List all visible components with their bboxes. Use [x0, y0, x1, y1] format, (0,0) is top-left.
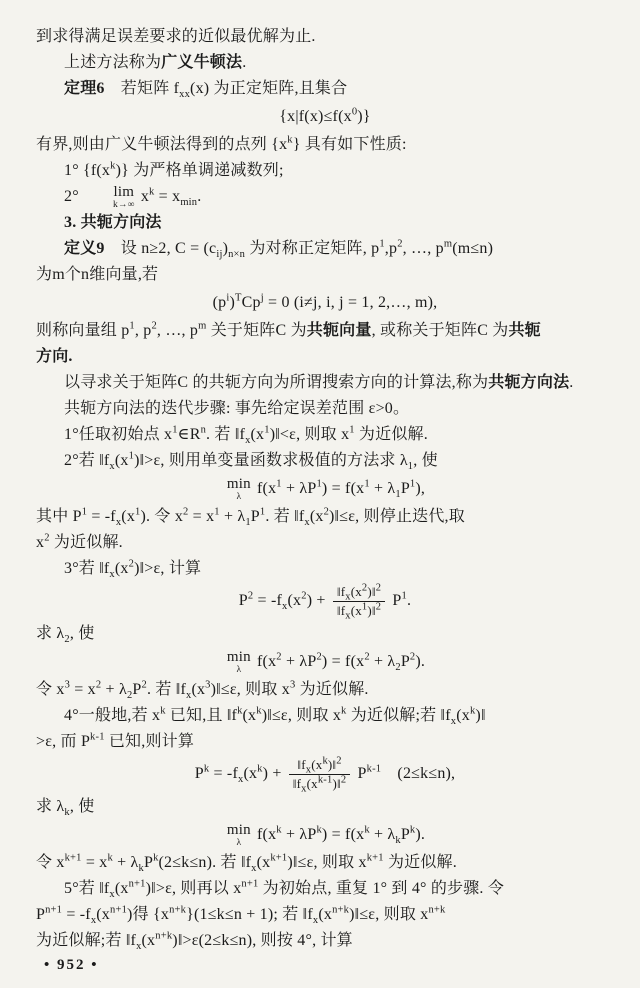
superscript: 1: [361, 601, 368, 613]
text-run: $(p^i)^TCp^j = 0$ (i≠j, i, j = 1, 2,…, m),: [212, 292, 438, 312]
bold-text: 定义9: [64, 240, 105, 258]
superscript: 3: [205, 679, 211, 691]
superscript: k: [316, 824, 322, 836]
text-line: [36, 396, 614, 422]
subscript: 2: [64, 634, 70, 646]
superscript: 1: [172, 424, 178, 436]
operator-underscript: λ: [236, 837, 242, 848]
text-line: [36, 530, 614, 556]
superscript: 3: [289, 679, 296, 691]
text-line: [36, 677, 614, 703]
text-line: [36, 928, 614, 954]
subscript: x: [185, 690, 192, 702]
text-run: 求 $\lambda_2$, 使: [36, 625, 95, 646]
text-line: [36, 236, 614, 262]
superscript: k: [149, 186, 155, 198]
superscript: 2: [151, 320, 157, 332]
superscript: T: [235, 292, 242, 304]
superscript: 2: [301, 591, 307, 602]
superscript: 2: [95, 679, 102, 691]
subscript: x: [345, 610, 351, 622]
fraction-denominator: $‖f_x(x^{k-1})‖^2$: [292, 774, 347, 795]
subscript: 1: [407, 461, 414, 473]
subscript: x: [90, 915, 97, 927]
superscript: k: [469, 705, 476, 717]
text-run: $P^{k-1}$ (2≤k≤n),: [353, 764, 456, 783]
superscript: k+1: [270, 852, 288, 864]
text-line: [36, 50, 614, 76]
text-run: 为近似解;若 $‖f_x(x^{n+k})‖>\varepsilon(2\le k\le n)$, 则按 4°, 计算: [36, 930, 353, 953]
text-line: [36, 210, 614, 236]
superscript: 1: [128, 450, 135, 462]
text-run: 若矩阵 $f_{xx}(x)$ 为正定矩阵,且集合: [104, 80, 348, 101]
superscript: m: [198, 320, 207, 332]
superscript: k: [364, 824, 370, 836]
text-line: [36, 902, 614, 928]
text-run: 有界,则由广义牛顿法得到的点列 $\{x^k\}$ 具有如下性质:: [36, 134, 407, 153]
text-line: [36, 344, 614, 370]
superscript: k: [160, 705, 166, 717]
superscript: 1: [264, 424, 270, 436]
text-run: $f(x^k + \lambda P^k) = f(x^k + \lambda_kP^k)$.: [252, 824, 426, 847]
text-run: $P^2 = -f_x(x^2)$ +: [238, 591, 330, 613]
superscript: 3: [64, 679, 71, 691]
superscript: 2: [397, 238, 403, 250]
page-content: [36, 24, 614, 954]
page-number: • 952 •: [44, 957, 99, 973]
superscript: 1: [276, 478, 282, 490]
superscript: k-1: [317, 774, 333, 786]
equation-line: [36, 290, 614, 316]
text-run: 1° $\{f(x^k)\}$ 为严格单调递减数列;: [64, 160, 284, 179]
equation-line: [36, 104, 614, 130]
superscript: k: [409, 824, 416, 836]
superscript: 2: [44, 532, 50, 544]
text-line: [36, 729, 614, 755]
subscript: x: [109, 569, 115, 581]
subscript: x: [345, 591, 351, 603]
subscript: x: [450, 716, 457, 728]
text-run: 2°: [64, 188, 83, 205]
text-line: [36, 422, 614, 448]
operator-with-underscript: [227, 477, 251, 503]
superscript: k: [110, 160, 116, 172]
text-run: 5°若 $‖f_x(x^{n+1})‖>\varepsilon$, 则再以 $x^{n+1}$ 为初始点, 重复 1° 到 4° 的步骤. 令: [64, 878, 505, 901]
text-run: $f(x^2 + \lambda P^2) = f(x^2 + \lambda_2P^2)$.: [252, 651, 426, 674]
superscript: n+k: [428, 904, 446, 916]
text-run: 设 n≥2, $C = (c_{ij})_{n\times n}$ 为对称正定矩阵, $p^1,p^2$, …, $p^m(m\le n)$: [104, 238, 494, 261]
subscript: x: [237, 774, 244, 786]
subscript: x: [109, 889, 115, 901]
equation-line: [36, 822, 614, 848]
superscript: 1: [135, 506, 141, 518]
text-run: 2°若 $‖f_x(x^1)‖>\varepsilon$, 则用单变量函数求极值的方法求 $\lambda_1$, 使: [64, 450, 438, 473]
superscript: k-1: [366, 764, 382, 776]
text-line: [36, 262, 614, 288]
equation-line: [36, 476, 614, 502]
text-run: $f(x^1 + \lambda P^1) = f(x^1 + \lambda_1P^1)$,: [252, 478, 426, 501]
superscript: 2: [141, 679, 147, 691]
text-line: [36, 158, 614, 184]
superscript: 2: [361, 582, 368, 594]
text-run: 令 $x^3 = x^2 + \lambda_2P^2$. 若 $‖f_x(x^3)‖\le\varepsilon$, 则取 $x^3$ 为近似解.: [36, 679, 369, 702]
text-run: $\{x|f(x)\le f(x^0)\}$: [279, 106, 371, 125]
superscript: k: [287, 134, 293, 146]
text-run: 令 $x^{k+1} = x^k + \lambda_kP^k(2\le k\le n)$. 若 $‖f_x(x^{k+1})‖\le\varepsilon$, 则取 $x^{k+1}$ 为近似解.: [36, 852, 457, 875]
superscript: n+1: [128, 878, 146, 890]
operator-underscript: k→∞: [113, 199, 135, 210]
subscript: 2: [126, 690, 133, 702]
superscript: k: [237, 705, 243, 717]
text-run: .: [569, 374, 574, 392]
superscript: k: [107, 852, 113, 864]
text-line: [36, 184, 614, 210]
subscript: x: [109, 461, 115, 473]
bold-text: 3. 共轭方向法: [64, 214, 162, 232]
text-line: [36, 504, 614, 530]
operator-name: min: [226, 475, 251, 492]
fraction-numerator: $‖f_x(x^k)‖^2$: [289, 757, 351, 775]
subscript: x: [312, 915, 319, 927]
text-run: .: [242, 54, 247, 71]
superscript: 1: [409, 478, 416, 490]
bold-text: 广义牛顿法: [161, 54, 243, 71]
text-run: $x^k = x_{min}$.: [136, 186, 202, 209]
text-run: 则称向量组 $p^1$, $p^2$, …, $p^m$ 关于矩阵C 为: [36, 320, 307, 340]
superscript: 2: [340, 774, 347, 786]
superscript: n+1: [241, 878, 259, 890]
superscript: i: [226, 292, 230, 304]
subscript: 1: [395, 489, 401, 501]
bold-text: 定理6: [64, 80, 105, 97]
text-run: 其中 $P^1 = -f_x(x^1)$. 令 $x^2 = x^1 + \lambda_1P^1$. 若 $‖f_x(x^2)‖\le\varepsilon$, 则停止迭代,取: [36, 506, 465, 529]
subscript: x: [136, 941, 142, 953]
text-run: 为m个n维向量,若: [36, 266, 159, 284]
superscript: n+k: [155, 930, 173, 942]
text-line: [36, 794, 614, 820]
text-run: 到求得满足误差要求的近似最优解为止.: [36, 28, 316, 45]
superscript: 2: [323, 506, 330, 518]
text-line: [36, 370, 614, 396]
text-run: $P^{n+1} = -f_x(x^{n+1})$得 $\{x^{n+k}\}(1\le k\le n + 1)$; 若 $‖f_x(x^{n+k})‖\le\varepsilon$, 则取 $x^{n+k}$: [36, 904, 446, 927]
superscript: 2: [183, 506, 189, 518]
superscript: 2: [316, 651, 322, 663]
superscript: n+k: [169, 904, 187, 916]
superscript: 1: [349, 424, 355, 436]
subscript: x: [115, 517, 122, 529]
equation-line: [36, 755, 614, 795]
superscript: 2: [375, 582, 382, 594]
operator-underscript: λ: [236, 664, 242, 675]
text-run: $P^k = -f_x(x^k)$ +: [194, 764, 286, 786]
superscript: j: [260, 292, 264, 304]
text-run: 4°一般地,若 $x^k$ 已知,且 $‖f^k(x^k)‖\le\varepsilon$, 则取 $x^k$ 为近似解;若 $‖f_x(x^k)‖$: [64, 705, 486, 728]
subscript: k: [138, 863, 144, 875]
subscript: ij: [216, 249, 223, 261]
subscript: x: [301, 783, 307, 795]
subscript: x: [282, 601, 288, 613]
text-run: 共轭方向法的迭代步骤: 事先给定误差范围 ε>0。: [64, 400, 410, 418]
text-run: $x^2$ 为近似解.: [36, 532, 123, 552]
superscript: n+1: [45, 904, 63, 916]
subscript: 2: [395, 662, 401, 674]
text-line: [36, 703, 614, 729]
superscript: 1: [129, 320, 135, 332]
superscript: 2: [336, 755, 342, 767]
text-line: [36, 132, 614, 158]
text-run: 以寻求关于矩阵C 的共轭方向为所谓搜索方向的计算法,称为: [64, 374, 489, 392]
superscript: 1: [401, 591, 407, 602]
superscript: k: [276, 824, 282, 836]
text-line: [36, 76, 614, 102]
superscript: 2: [247, 591, 254, 602]
superscript: k: [322, 755, 328, 767]
superscript: n+1: [110, 904, 128, 916]
text-line: [36, 24, 614, 50]
fraction: [333, 582, 385, 622]
text-line: [36, 876, 614, 902]
superscript: 1: [214, 506, 220, 518]
fraction-denominator: $‖f_x(x^1)‖^2$: [336, 601, 382, 622]
superscript: k: [153, 852, 159, 864]
operator-underscript: λ: [236, 491, 242, 502]
text-line: [36, 850, 614, 876]
text-run: 1°任取初始点 $x^1\in R^n$. 若 $‖f_x(x^1)‖<\varepsilon$, 则取 $x^1$ 为近似解.: [64, 424, 428, 447]
superscript: m: [443, 238, 453, 250]
subscript: min: [180, 197, 198, 209]
operator-name: min: [226, 821, 251, 838]
superscript: 2: [375, 601, 382, 613]
fraction-numerator: $‖f_x(x^2)‖^2$: [333, 584, 385, 602]
subscript: x: [251, 863, 257, 875]
equation-line: [36, 649, 614, 675]
text-run: 上述方法称为: [64, 54, 162, 71]
superscript: 2: [364, 651, 370, 663]
bold-text: 共轭方向法: [488, 374, 570, 392]
subscript: k: [64, 807, 70, 819]
operator-name: min: [226, 648, 251, 665]
superscript: 1: [259, 506, 266, 518]
text-run: 求 $\lambda_k$, 使: [36, 798, 95, 819]
superscript: 2: [276, 651, 282, 663]
subscript: xx: [179, 89, 191, 101]
operator-with-underscript: [85, 185, 135, 211]
text-line: [36, 621, 614, 647]
superscript: n+k: [332, 904, 350, 916]
operator-with-underscript: [227, 823, 251, 849]
superscript: 1: [364, 478, 370, 490]
bold-text: 方向.: [36, 348, 73, 366]
subscript: x: [305, 764, 312, 776]
subscript: k: [395, 835, 401, 847]
superscript: 1: [316, 478, 322, 490]
superscript: n: [200, 424, 207, 436]
superscript: 2: [128, 558, 135, 570]
superscript: k: [256, 705, 262, 717]
subscript: x: [245, 435, 251, 447]
bold-text: 共轭: [508, 322, 541, 340]
superscript: k-1: [90, 731, 105, 743]
text-run: $P^1$.: [388, 591, 412, 610]
fraction: [289, 755, 351, 795]
superscript: k: [341, 705, 347, 717]
text-run: >ε, 而 $P^{k-1}$ 已知,则计算: [36, 731, 195, 751]
superscript: 1: [379, 238, 385, 250]
operator-name: lim: [113, 183, 135, 200]
text-line: [36, 448, 614, 474]
text-line: [36, 318, 614, 344]
superscript: 2: [409, 651, 416, 663]
bold-text: 共轭向量: [306, 322, 372, 340]
text-run: , 或称关于矩阵C 为: [371, 322, 509, 340]
subscript: 1: [245, 517, 251, 529]
subscript: n×n: [228, 249, 246, 261]
equation-line: [36, 582, 614, 622]
superscript: k+1: [64, 852, 82, 864]
superscript: 0: [351, 106, 358, 118]
superscript: k: [203, 764, 210, 776]
superscript: k: [257, 764, 263, 776]
operator-with-underscript: [227, 650, 251, 676]
text-line: [36, 556, 614, 582]
superscript: 1: [81, 506, 88, 518]
subscript: x: [304, 517, 310, 529]
superscript: k+1: [366, 852, 384, 864]
text-run: 3°若 $‖f_x(x^2)‖>\varepsilon$, 计算: [64, 558, 202, 581]
